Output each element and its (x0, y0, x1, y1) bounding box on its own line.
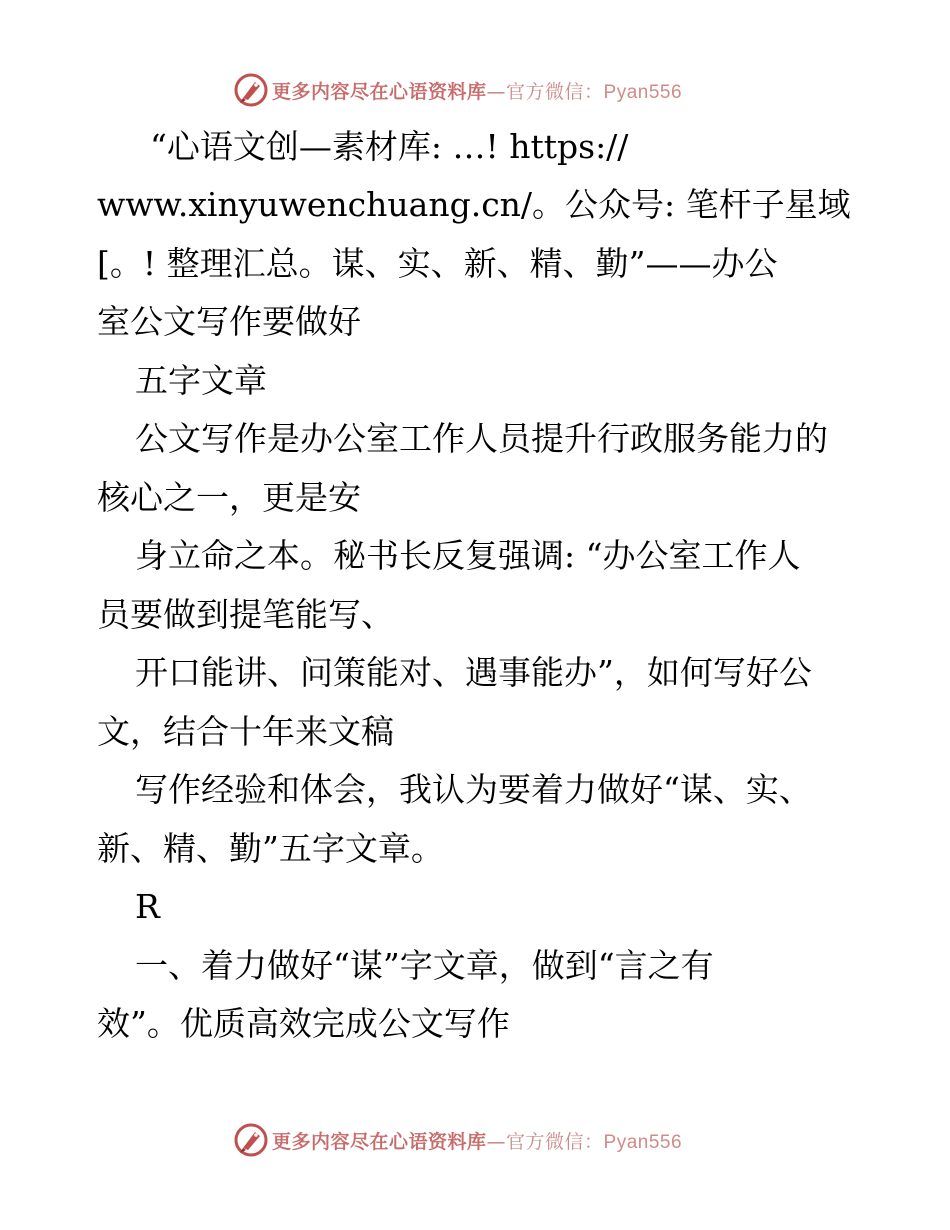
text-line: 核心之一，更是安 (97, 478, 361, 517)
text-line: 写作经验和体会，我认为要着力做好“谋、实、 (135, 770, 812, 809)
watermark-main: 更多内容尽在心语资料库 (272, 80, 487, 103)
text-line: 员要做到提笔能写、 (97, 595, 394, 634)
text-line: 一、着力做好“谋”字文章，做到“言之有 (135, 946, 714, 985)
fountain-pen-icon (234, 73, 268, 107)
watermark-text (272, 77, 682, 104)
text-line: 公文写作是办公室工作人员提升行政服务能力的 (135, 419, 828, 458)
fountain-pen-icon (234, 1123, 268, 1157)
section-heading: 五字文章 (135, 361, 267, 400)
watermark-text (272, 1127, 682, 1154)
watermark-sub: 官方微信： (506, 80, 604, 103)
text-line: 文，结合十年来文稿 (97, 712, 394, 751)
text-line: 新、精、勤”五字文章。 (97, 829, 444, 868)
text-line: 效”。优质高效完成公文写作 (97, 1004, 510, 1043)
text-line: “心语文创—素材库: …! https:// (150, 127, 629, 166)
watermark-handle: Pyan556 (603, 1131, 683, 1153)
text-line: 室公文写作要做好 (97, 302, 361, 341)
text-line: 身立命之本。秘书长反复强调: “办公室工作人 (135, 536, 801, 575)
text-line: www.xinyuwenchuang.cn/。公众号: 笔杆子星域 (97, 185, 851, 224)
text-line: [。! 整理汇总。谋、实、新、精、勤”——办公 (97, 244, 778, 283)
watermark-dash: — (486, 80, 507, 103)
watermark-main: 更多内容尽在心语资料库 (272, 1130, 487, 1153)
footer-watermark (234, 1122, 714, 1158)
header-watermark (234, 72, 714, 108)
text-line: 开口能讲、问策能对、遇事能办”，如何写好公 (135, 653, 812, 692)
watermark-handle: Pyan556 (603, 81, 683, 103)
text-line: R (135, 887, 160, 926)
watermark-sub: 官方微信： (506, 1130, 604, 1153)
watermark-dash: — (486, 1130, 507, 1153)
